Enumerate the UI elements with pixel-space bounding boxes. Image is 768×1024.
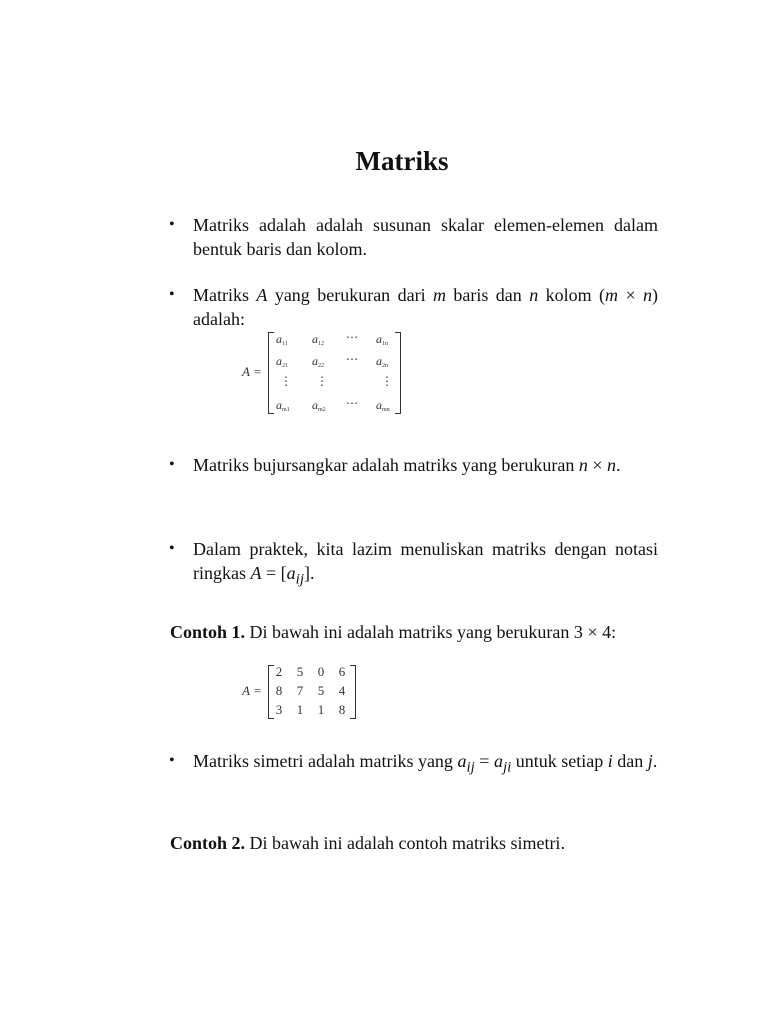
bracket-left [268,332,274,414]
matrix-cell: $a_{1n}$ [376,332,388,347]
bullet-text: Matriks adalah adalah susunan skalar elemen-elemen dalam bentuk baris dan kolom. [193,215,658,259]
matrix-lhs: A = [242,364,262,379]
bullet-icon: • [169,456,175,473]
matrix-cell: ⋯ [346,330,358,344]
page-title: Matriks [355,146,449,176]
matrix-cell: ⋯ [346,396,358,410]
bullet-text: Matriks bujursangkar adalah matriks yang berukuran n × n. [193,455,621,475]
matrix-cell: 8 [275,683,283,698]
bullet-definition [169,213,658,261]
matrix-cell: 7 [296,683,304,698]
matrix-cell: 5 [317,683,325,698]
matrix-vdots: ⋮ [381,374,393,388]
matrix-cell: $a_{22}$ [312,354,324,369]
bullet-matrix-size [169,283,659,331]
matrix-vdots: ⋮ [316,374,328,388]
example-1-matrix [240,664,365,720]
matrix-lhs: A = [242,683,262,698]
example-text: Di bawah ini adalah matriks yang berukuran 3 × 4: [245,622,617,642]
bullet-text: Matriks A yang berukuran dari m baris dan n kolom (m × n) adalah: [193,285,659,329]
bullet-text: Dalam praktek, kita lazim menuliskan matriks dengan notasi ringkas $A = [a_{ij}]$. [193,539,658,588]
matrix-cell: 8 [338,702,346,717]
example-1 [145,620,658,644]
matrix-cell: 2 [275,664,283,679]
matrix-cell: $a_{11}$ [276,332,288,347]
bullet-icon: • [169,216,175,233]
example-text: Di bawah ini adalah contoh matriks simetri. [245,833,565,853]
general-matrix [240,330,410,416]
example-2 [145,831,658,855]
matrix-cell: $a_{12}$ [312,332,324,347]
matrix-cell: 1 [317,702,325,717]
example-label: Contoh 2. [170,833,246,853]
matrix-cell: $a_{mn}$ [376,398,390,413]
matrix-cell: $a_{2n}$ [376,354,388,369]
matrix-cell: $a_{m2}$ [312,398,326,413]
matrix-cell: 3 [275,702,283,717]
bullet-text: Matriks simetri adalah matriks yang $a_{ij} = a_{ji}$ untuk setiap i dan j. [193,751,658,776]
bracket-right [395,332,401,414]
matrix-cell: $a_{m1}$ [276,398,290,413]
bullet-notation [169,537,658,592]
matrix-cell: 1 [296,702,304,717]
matrix-cell: 6 [338,664,346,679]
bullet-icon: • [169,540,175,557]
matrix-cell: $a_{21}$ [276,354,288,369]
matrix-cell: 5 [296,664,304,679]
example-label: Contoh 1. [170,622,246,642]
bullet-square-matrix [169,453,658,477]
matrix-vdots: ⋮ [280,374,292,388]
matrix-cell: 4 [338,683,346,698]
bullet-icon: • [169,286,175,303]
matrix-cell: 0 [317,664,325,679]
bullet-symmetric [169,749,658,780]
matrix-cell: ⋯ [346,352,358,366]
bullet-icon: • [169,752,175,769]
